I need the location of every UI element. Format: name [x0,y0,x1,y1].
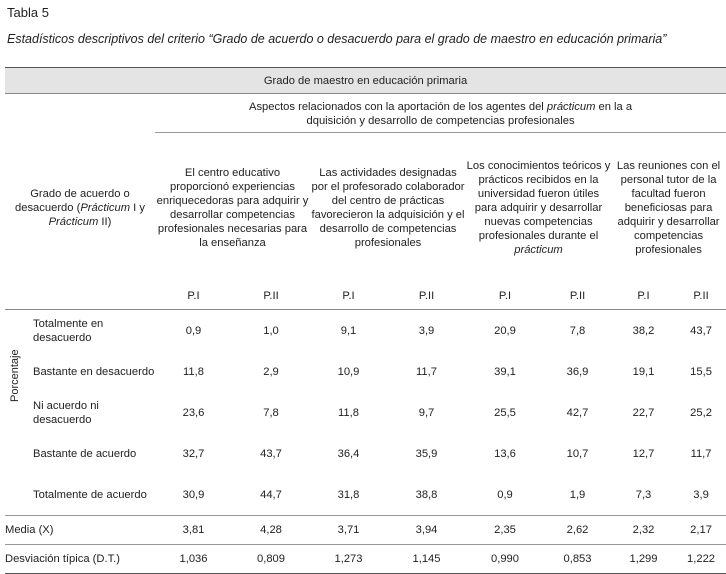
summary-row-mean [5,516,726,545]
value-cell: 42,7 [566,406,589,419]
value-cell: 0,9 [497,488,513,501]
value-cell: 38,2 [632,324,655,337]
period-label: P.I [310,283,387,310]
band-title: Grado de maestro en educación primaria [5,68,726,94]
question-header-2: Las actividades designadas por el profesorado colaborador del centro de prácticas favorecieron la adquisición y el desarrollo de competencias profesionales [310,133,466,284]
table-row [5,310,726,352]
value-cell: 9,1 [340,324,357,337]
value-cell: 36,9 [566,365,589,378]
value-cell: 3,94 [387,516,466,545]
value-cell: 31,8 [337,488,360,501]
summary-label: Media (X) [5,516,155,545]
value-cell: 44,7 [260,488,282,501]
value-cell: 7,8 [569,324,586,337]
row-header: Grado de acuerdo o desacuerdo (Prácticum I y Prácticum II) [15,187,145,228]
value-cell: 7,8 [263,406,279,419]
value-cell: 30,9 [182,488,205,501]
summary-label: Desviación típica (D.T.) [5,545,155,574]
value-cell: 0,853 [544,545,611,574]
value-cell: 9,7 [418,406,435,419]
value-cell: 25,2 [690,406,712,419]
value-cell: 23,6 [182,406,205,419]
table-row [5,433,726,474]
value-cell: 1,145 [387,545,466,574]
value-cell: 10,9 [337,365,360,378]
value-cell: 0,9 [185,324,202,337]
row-label: Totalmente en desacuerdo [33,317,104,344]
value-cell: 3,71 [310,516,387,545]
side-label: Porcentaje [9,349,21,402]
table-row [5,392,726,433]
value-cell: 1,222 [676,545,726,574]
question-header-1: El centro educativo proporcionó experiencias enriquecedoras para adquirir y desarrollar competencias profesionales necesarias para la enseñanza [155,133,310,284]
value-cell: 38,8 [415,488,438,501]
value-cell: 0,809 [232,545,310,574]
value-cell: 1,036 [155,545,232,574]
value-cell: 2,9 [263,365,279,378]
value-cell: 1,299 [611,545,676,574]
aspects-row [5,94,726,133]
value-cell: 2,62 [544,516,611,545]
value-cell: 13,6 [494,447,516,460]
value-cell: 43,7 [260,447,282,460]
value-cell: 2,17 [676,516,726,545]
value-cell: 1,273 [310,545,387,574]
side-label-cell [5,310,33,516]
value-cell: 12,7 [632,447,655,460]
table-number-label: Tabla 5 [7,5,49,20]
value-cell: 3,81 [155,516,232,545]
value-cell: 11,8 [183,365,204,378]
value-cell: 36,4 [337,447,360,460]
question-header-row [5,133,726,284]
period-label: P.I [155,283,232,310]
row-label: Bastante de acuerdo [33,447,137,460]
value-cell: 2,35 [466,516,544,545]
value-cell: 4,28 [232,516,310,545]
value-cell: 3,9 [693,488,709,501]
value-cell: 35,9 [415,447,438,460]
aspects-header: Aspectos relacionados con la aportación de los agentes del prácticum en la a dquisición y desarrollo de competencias profesionales [248,101,633,127]
summary-row-sd [5,545,726,574]
value-cell: 22,7 [632,406,655,419]
period-label: P.II [544,283,611,310]
value-cell: 1,0 [263,324,279,337]
row-label: Ni acuerdo ni desacuerdo [33,399,99,426]
period-label: P.II [676,283,726,310]
value-cell: 3,9 [418,324,435,337]
value-cell: 11,8 [338,406,359,419]
question-header-4: Las reuniones con el personal tutor de la facultad fueron beneficiosas para adquirir y desarrollar competencias profesionales [611,133,726,284]
value-cell: 25,5 [494,406,516,419]
period-label: P.II [387,283,466,310]
value-cell: 11,7 [416,365,437,378]
period-label: P.I [611,283,676,310]
descriptive-statistics-table [5,67,726,574]
period-row [5,283,726,310]
value-cell: 7,3 [635,488,652,501]
value-cell: 20,9 [494,324,516,337]
value-cell: 32,7 [182,447,205,460]
value-cell: 19,1 [632,365,655,378]
value-cell: 15,5 [690,365,712,378]
value-cell: 1,9 [569,488,586,501]
table-row [5,351,726,392]
value-cell: 0,990 [466,545,544,574]
table-row [5,474,726,516]
value-cell: 2,32 [611,516,676,545]
value-cell: 10,7 [566,447,589,460]
value-cell: 11,7 [690,447,712,460]
band-row [5,68,726,94]
period-label: P.I [466,283,544,310]
value-cell: 39,1 [494,365,516,378]
period-label: P.II [232,283,310,310]
row-label: Totalmente de acuerdo [33,488,147,501]
row-label: Bastante en desacuerdo [33,365,155,378]
table-caption: Estadísticos descriptivos del criterio “Grado de acuerdo o desacuerdo para el grado de maestro en educación primaria” [7,32,667,46]
question-header-3: Los conocimientos teóricos y prácticos recibidos en la universidad fueron útiles para adquirir y desarrollar nuevas competencias profesionales durante el prácticum [466,133,611,284]
value-cell: 43,7 [690,324,712,337]
